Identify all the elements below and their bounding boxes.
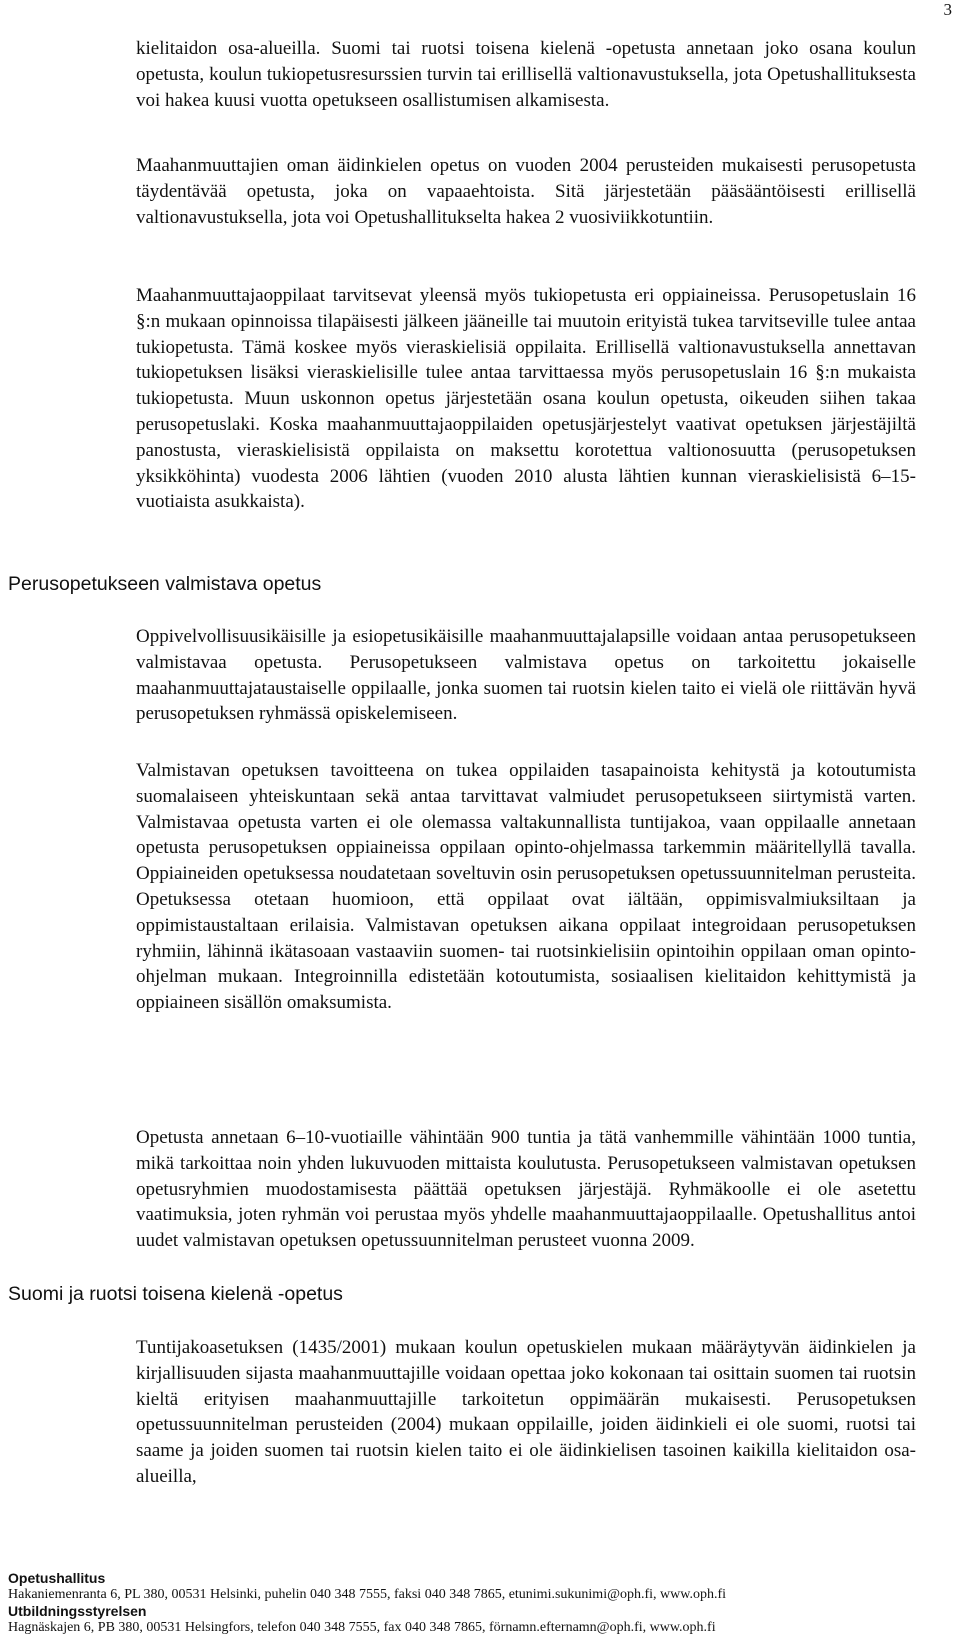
footer-address-finnish: Hakaniemenranta 6, PL 380, 00531 Helsinki, puhelin 040 348 7555, faksi 040 348 7865, etunimi.sukunimi@oph.fi, www.oph.fi — [8, 1587, 726, 1604]
page-number: 3 — [944, 0, 953, 20]
paragraph-remedial-teaching: Maahanmuuttajaoppilaat tarvitsevat yleensä myös tukiopetusta eri oppiaineissa. Perusopetuslain 16 §:n mukaan opinnoissa tilapäisesti jälkeen jääneille tai muutoin erityistä tukea tarvitseville tulee antaa tukiopetusta. Tämä koskee myös vieraskielisiä oppilaita. Erillisellä valtionavustuksella annettavan tukiopetuksen lisäksi vieraskielisille tulee antaa tarvittaessa myös perusopetuslain 16 §:n mukaista tukiopetusta. Muun uskonnon opetus järjestetään osana koulun opetusta, oikeuden siihen takaa perusopetuslaki. Koska maahanmuuttajaoppilaiden opetusjärjestelyt vaativat opetuksen järjestäjiltä panostusta, vieraskielisistä oppilaista on maksettu korotettua valtionosuutta (perusopetuksen yksikköhinta) vuodesta 2006 lähtien (vuoden 2010 alusta lähtien kunnan vieraskielisistä 6–15-vuotiaista asukkaista). — [136, 283, 916, 515]
footer-org-swedish: Utbildningsstyrelsen — [8, 1603, 726, 1620]
paragraph-preparatory-hours: Opetusta annetaan 6–10-vuotiaille vähintään 900 tuntia ja tätä vanhemmille vähintään 1000 tuntia, mikä tarkoittaa noin yhden lukuvuoden mittaista koulutusta. Perusopetukseen valmistavan opetuksen opetusryhmien muodostamisesta päättää opetuksen järjestäjä. Ryhmäkoolle ei ole asetettu vaatimuksia, joten ryhmän voi perustaa myös yhdelle maahanmuuttajaoppilaalle. Opetushallitus antoi uudet valmistavan opetuksen opetussuunnitelman perusteet vuonna 2009. — [136, 1125, 916, 1254]
paragraph-preparatory-goals: Valmistavan opetuksen tavoitteena on tukea oppilaiden tasapainoista kehitystä ja kotoutumista suomalaiseen yhteiskuntaan sekä antaa tarvittavat valmiudet perusopetukseen siirtymistä varten. Valmistavaa opetusta varten ei ole olemassa valtakunnallista tuntijakoa, vaan oppilaalle annetaan opetusta perusopetuksen oppiaineissa oppilaan opinto-ohjelmassa tarkemmin määritellyllä tavalla. Oppiaineiden opetuksessa noudatetaan soveltuvin osin perusopetuksen opetussuunnitelman perusteita. Opetuksessa otetaan huomioon, että oppilaat ovat iältään, oppimisvalmiuksiltaan ja oppimistaustaltaan erilaisia. Valmistavan opetuksen aikana oppilaat integroidaan perusopetuksen ryhmiin, lähinnä ikätasoaan vastaaviin suomen- tai ruotsinkielisiin opintoihin oppilaan oman opinto-ohjelman mukaan. Integroinnilla edistetään kotoutumista, sosiaalisen kielitaidon kehittymistä ja oppiaineen sisällön omaksumista. — [136, 758, 916, 1016]
footer-address-swedish: Hagnäskajen 6, PB 380, 00531 Helsingfors, telefon 040 348 7555, fax 040 348 7865, förnamn.efternamn@oph.fi, www.oph.fi — [8, 1620, 726, 1636]
section-heading-second-language: Suomi ja ruotsi toisena kielenä -opetus — [8, 1283, 343, 1306]
page-footer — [8, 1570, 726, 1636]
footer-org-finnish: Opetushallitus — [8, 1570, 726, 1587]
paragraph-mother-tongue: Maahanmuuttajien oman äidinkielen opetus on vuoden 2004 perusteiden mukaisesti perusopetusta täydentävää opetusta, joka on vapaaehtoista. Sitä järjestetään pääsääntöisesti erillisellä valtionavustuksella, jota voi Opetushallitukselta hakea 2 vuosiviikkotuntiin. — [136, 153, 916, 230]
paragraph-second-language: Tuntijakoasetuksen (1435/2001) mukaan koulun opetuskielen mukaan määräytyvän äidinkielen ja kirjallisuuden sijasta maahanmuuttajille voidaan opettaa joko kokonaan tai osittain suomen tai ruotsin kieltä erityisen maahanmuuttajille tarkoitetun oppimäärän mukaisesti. Perusopetuksen opetussuunnitelman perusteiden (2004) mukaan oppilaille, joiden äidinkieli ei ole suomi, ruotsi tai saame ja joiden suomen tai ruotsin kielen taito ei ole äidinkielisen tasoinen kaikilla kielitaidon osa-alueilla, — [136, 1335, 916, 1490]
section-heading-preparatory: Perusopetukseen valmistava opetus — [8, 573, 321, 596]
paragraph-preparatory-intro: Oppivelvollisuusikäisille ja esiopetusikäisille maahanmuuttajalapsille voidaan antaa perusopetukseen valmistavaa opetusta. Perusopetukseen valmistava opetus on tarkoitettu jokaiselle maahanmuuttajataustaiselle oppilaalle, jonka suomen tai ruotsin kielen taito ei vielä ole riittävän hyvä perusopetuksen ryhmässä opiskelemiseen. — [136, 624, 916, 727]
paragraph-language-support: kielitaidon osa-alueilla. Suomi tai ruotsi toisena kielenä -opetusta annetaan joko osana koulun opetusta, koulun tukiopetusresurssien turvin tai erillisellä valtionavustuksella, jota Opetushallituksesta voi hakea kuusi vuotta opetukseen osallistumisen alkamisesta. — [136, 36, 916, 113]
